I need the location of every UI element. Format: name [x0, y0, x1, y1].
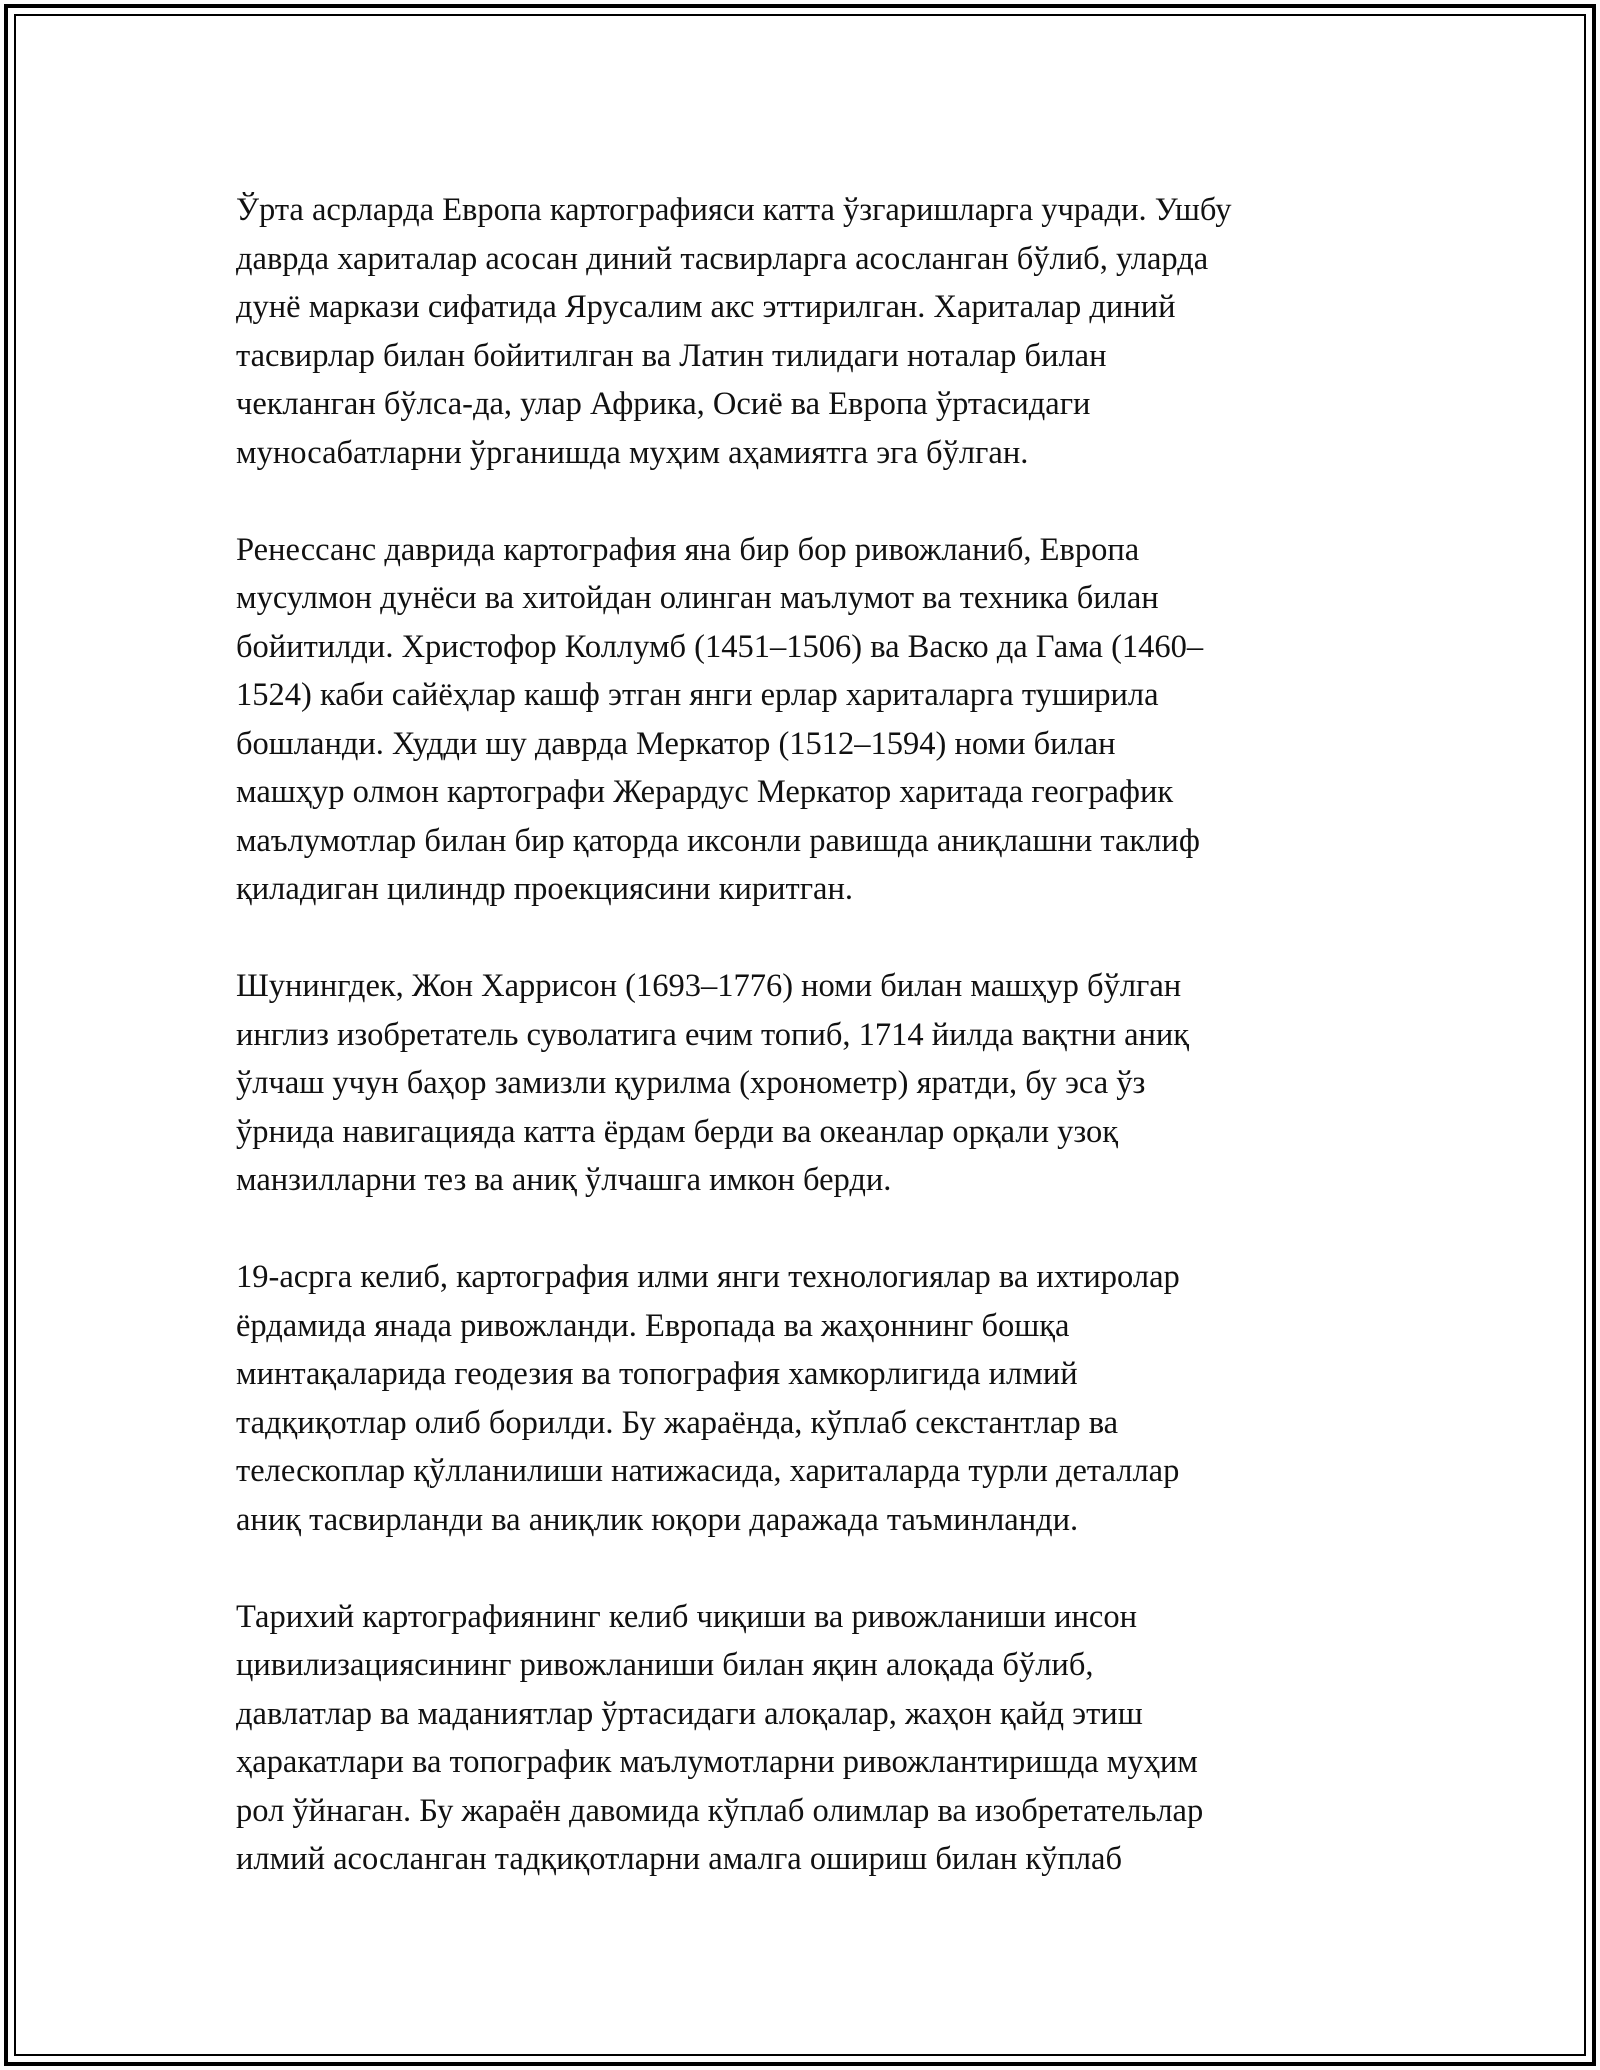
text-line: муносабатларни ўрганишда муҳим аҳамиятга эга бўлган.	[236, 434, 1029, 471]
text-line: 19-асрга келиб, картография илми янги технологиялар ва ихтиролар	[236, 1259, 1180, 1295]
text-line: бойитилди. Христофор Коллумб (1451–1506) ва Васко да Гама (1460–	[236, 628, 1204, 665]
text-line: даврда хариталар асосан диний тасвирларга асосланган бўлиб, уларда	[236, 240, 1209, 277]
text-line: цивилизациясининг ривожланиши билан яқин алоқада бўлиб,	[236, 1647, 1094, 1683]
text-line: машҳур олмон картографи Жерардус Меркатор харитада географик	[236, 774, 1174, 810]
text-line: Шунингдек, Жон Харрисон (1693–1776) номи билан машҳур бўлган	[236, 968, 1182, 1004]
text-line: илмий асосланган тадқиқотларни амалга ошириш билан кўплаб	[236, 1841, 1123, 1877]
text-line: Тарихий картографиянинг келиб чиқиши ва ривожланиши инсон	[236, 1598, 1137, 1635]
paragraph-5	[236, 1593, 1416, 1884]
text-line: минтақаларида геодезия ва топография хамкорлигида илмий	[236, 1356, 1078, 1392]
text-line: 1524) каби сайёҳлар кашф этган янги ерлар хариталарга туширила	[236, 677, 1159, 713]
text-line: инглиз изобретатель суволатига ечим топиб, 1714 йилда вақтни аниқ	[236, 1016, 1190, 1053]
text-line: аниқ тасвирланди ва аниқлик юқори даражада таъминланди.	[236, 1501, 1079, 1538]
text-line: ўрнида навигацияда катта ёрдам берди ва океанлар орқали узоқ	[236, 1113, 1119, 1150]
text-line: телескоплар қўлланилиши натижасида, хариталарда турли деталлар	[236, 1453, 1180, 1489]
text-line: мусулмон дунёси ва хитойдан олинган маълумот ва техника билан	[236, 580, 1159, 616]
text-line: чекланган бўлса-да, улар Африка, Осиё ва Европа ўртасидаги	[236, 386, 1091, 422]
text-line: ёрдамида янада ривожланди. Европада ва жаҳоннинг бошқа	[236, 1307, 1070, 1344]
paragraph-3	[236, 962, 1416, 1205]
text-line: тасвирлар билан бойитилган ва Латин тилидаги ноталар билан	[236, 337, 1107, 374]
text-line: бошланди. Худди шу даврда Меркатор (1512–1594) номи билан	[236, 725, 1116, 762]
paragraph-1	[236, 186, 1416, 477]
text-line: Ренессанс даврида картография яна бир бор ривожланиб, Европа	[236, 531, 1140, 568]
text-line: қиладиган цилиндр проекциясини киритган.	[236, 871, 853, 907]
paragraph-4	[236, 1253, 1416, 1544]
text-line: давлатлар ва маданиятлар ўртасидаги алоқалар, жаҳон қайд этиш	[236, 1695, 1143, 1732]
text-line: дунё маркази сифатида Ярусалим акс эттирилган. Хариталар диний	[236, 289, 1176, 325]
text-line: Ўрта асрларда Европа картографияси катта ўзгаришларга учради. Ушбу	[236, 192, 1232, 228]
paragraph-2	[236, 526, 1416, 914]
text-line: ўлчаш учун баҳор замизли қурилма (хронометр) яратди, бу эса ўз	[236, 1065, 1146, 1101]
document-body	[236, 186, 1416, 1932]
text-line: маълумотлар билан бир қаторда иксонли равишда аниқлашни таклиф	[236, 822, 1200, 859]
text-line: рол ўйнаган. Бу жараён давомида кўплаб олимлар ва изобретательлар	[236, 1792, 1204, 1829]
text-line: ҳаракатлари ва топографик маълумотларни ривожлантиришда муҳим	[236, 1744, 1198, 1780]
text-line: тадқиқотлар олиб борилди. Бу жараёнда, кўплаб секстантлар ва	[236, 1404, 1119, 1441]
text-line: манзилларни тез ва аниқ ўлчашга имкон берди.	[236, 1162, 892, 1198]
